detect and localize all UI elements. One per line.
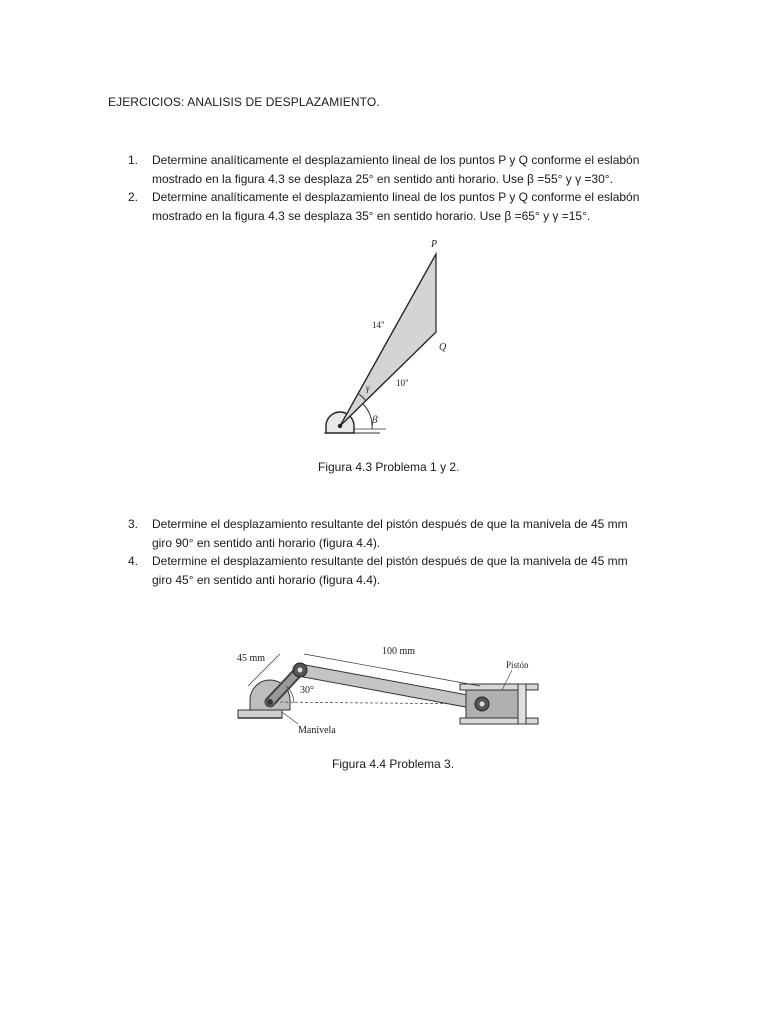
problem-text-line: Determine analíticamente el desplazamiento lineal de los puntos P y Q conforme el eslabón	[152, 153, 640, 167]
problem-item-4	[128, 552, 688, 589]
problem-text-line: giro 90° en sentido anti horario (figura 4.4).	[152, 535, 381, 550]
problem-text-line: Determine analíticamente el desplazamiento lineal de los puntos P y Q conforme el eslabón	[152, 190, 640, 204]
problem-text-line: giro 45° en sentido anti horario (figura 4.4).	[152, 572, 381, 587]
problem-text-line: Determine el desplazamiento resultante del pistón después de que la manivela de 45 mm	[152, 554, 628, 568]
problem-number: 4.	[128, 554, 139, 568]
problem-list-1	[128, 151, 688, 225]
label-piston: Pistón	[506, 660, 529, 670]
base-plate	[238, 710, 282, 718]
label-crank: Manivela	[298, 725, 336, 736]
label-p: P	[431, 239, 438, 250]
label-length-14: 14"	[372, 320, 385, 330]
figure-4-4-caption: Figura 4.4 Problema 3.	[332, 757, 455, 771]
label-beta: β	[372, 414, 378, 426]
problem-number: 2.	[128, 190, 139, 204]
label-crank-length: 45 mm	[237, 653, 266, 664]
problem-text-line: mostrado en la figura 4.3 se desplaza 25° en sentido anti horario. Use β =55° y γ =30°.	[152, 171, 613, 186]
problem-number: 1.	[128, 153, 139, 167]
problem-text-line: mostrado en la figura 4.3 se desplaza 35° en sentido horario. Use β =65° y γ =15°.	[152, 208, 591, 223]
piston-pin-center	[480, 702, 485, 707]
problem-text-line: Determine el desplazamiento resultante del pistón después de que la manivela de 45 mm	[152, 517, 628, 531]
problem-number: 3.	[128, 517, 139, 531]
problem-item-3	[128, 515, 688, 552]
problem-list-2	[128, 515, 688, 589]
figure-4-3-caption: Figura 4.3 Problema 1 y 2.	[318, 460, 460, 474]
piston-cap	[518, 684, 526, 724]
problem-item-2	[128, 188, 688, 225]
label-gamma: γ	[366, 383, 370, 393]
crank-pivot	[267, 699, 273, 705]
piston-body	[466, 690, 518, 718]
label-length-10: 10"	[396, 378, 409, 388]
crank-pin-center	[298, 668, 303, 673]
crank-label-leader	[282, 712, 298, 724]
beta-arc	[363, 404, 372, 429]
figure-link-diagram	[318, 236, 462, 442]
label-angle: 30°	[300, 685, 314, 696]
document-heading: EJERCICIOS: ANALISIS DE DESPLAZAMIENTO.	[108, 95, 380, 109]
figure-slider-crank	[234, 640, 554, 740]
problem-item-1	[128, 151, 688, 188]
label-q: Q	[439, 342, 447, 353]
label-rod-length: 100 mm	[382, 646, 416, 657]
